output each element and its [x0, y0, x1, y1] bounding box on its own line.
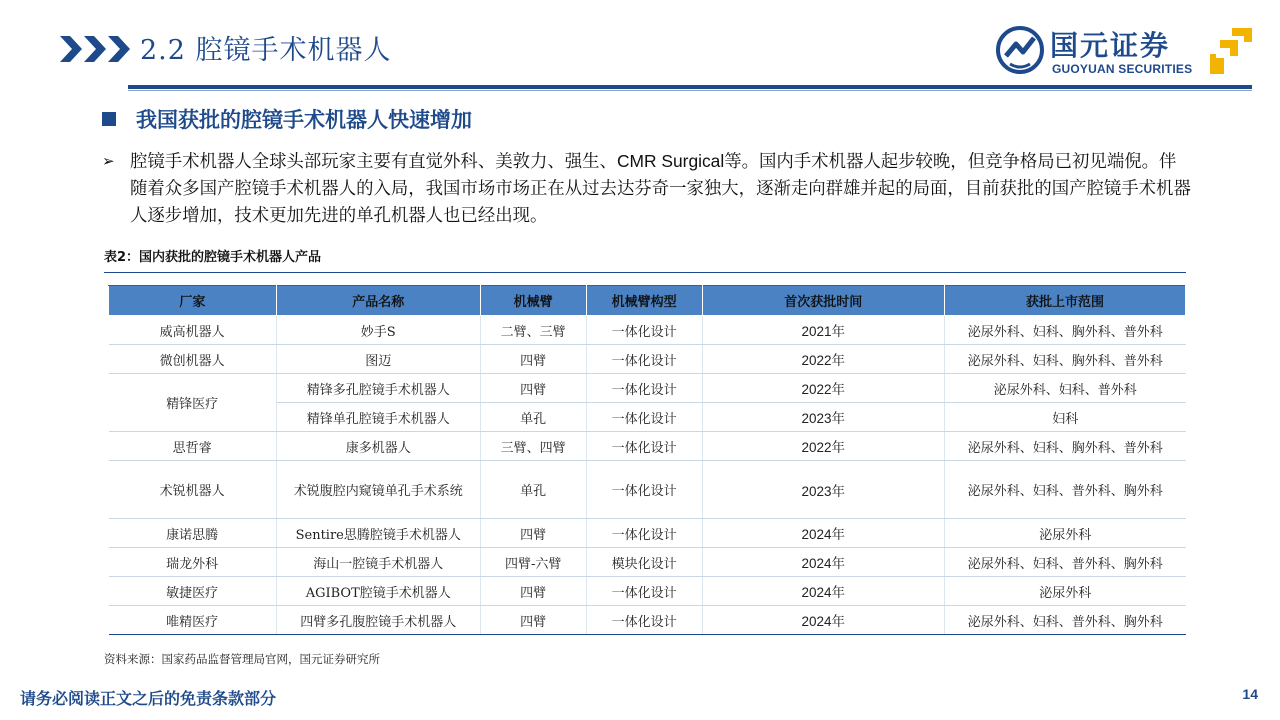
cell-vendor: 威高机器人	[109, 316, 277, 345]
table-row	[109, 548, 1186, 577]
cell-arm: 二臂、三臂	[480, 316, 586, 345]
cell-date: 2022年	[702, 432, 945, 461]
cell-date: 2024年	[702, 606, 945, 635]
cell-date: 2022年	[702, 374, 945, 403]
logo-chinese-name: 国元证券	[1050, 29, 1171, 62]
arrow-bullet-icon: ➢	[102, 152, 115, 170]
cell-config: 一体化设计	[586, 403, 702, 432]
cell-arm: 单孔	[480, 461, 586, 519]
cell-product: AGIBOT腔镜手术机器人	[276, 577, 480, 606]
cell-date: 2024年	[702, 548, 945, 577]
title-chevrons-icon	[60, 36, 132, 62]
cell-product: 康多机器人	[276, 432, 480, 461]
cell-date: 2022年	[702, 345, 945, 374]
cell-arm: 三臂、四臂	[480, 432, 586, 461]
header-divider	[128, 85, 1252, 89]
disclaimer-footer: 请务必阅读正文之后的免责条款部分	[20, 689, 277, 708]
logo-english-name: GUOYUAN SECURITIES	[1052, 62, 1193, 76]
cell-product: 妙手S	[276, 316, 480, 345]
section-subtitle	[102, 104, 472, 134]
paragraph-text	[102, 148, 1192, 230]
cell-date: 2023年	[702, 461, 945, 519]
cell-scope: 泌尿外科、妇科、胸外科、普外科	[945, 316, 1186, 345]
table-row	[109, 606, 1186, 635]
cell-scope: 泌尿外科、妇科、普外科、胸外科	[945, 548, 1186, 577]
cell-config: 一体化设计	[586, 345, 702, 374]
cell-date: 2024年	[702, 519, 945, 548]
subtitle-text: 我国获批的腔镜手术机器人快速增加	[136, 107, 472, 132]
header-first-approval: 首次获批时间	[702, 286, 945, 316]
paragraph-latin-term: CMR Surgical	[616, 151, 725, 171]
table-row	[109, 461, 1186, 519]
caption-divider	[104, 272, 1186, 273]
table-row	[109, 374, 1186, 403]
cell-config: 一体化设计	[586, 432, 702, 461]
table-row	[109, 432, 1186, 461]
products-table	[108, 285, 1186, 635]
cell-config: 模块化设计	[586, 548, 702, 577]
cell-scope: 泌尿外科、妇科、普外科、胸外科	[945, 606, 1186, 635]
paragraph-part-1: 腔镜手术机器人全球头部玩家主要有直觉外科、美敦力、强生、	[130, 152, 617, 172]
cell-config: 一体化设计	[586, 577, 702, 606]
section-title: 2.2 腔镜手术机器人	[140, 35, 392, 66]
cell-scope: 妇科	[945, 403, 1186, 432]
cell-date: 2021年	[702, 316, 945, 345]
cell-product: 精锋单孔腔镜手术机器人	[276, 403, 480, 432]
table-row	[109, 345, 1186, 374]
cell-arm: 四臂	[480, 606, 586, 635]
header-divider-thin	[128, 90, 1252, 91]
cell-scope: 泌尿外科、妇科、普外科	[945, 374, 1186, 403]
cell-product: 精锋多孔腔镜手术机器人	[276, 374, 480, 403]
cell-arm: 四臂	[480, 519, 586, 548]
cell-config: 一体化设计	[586, 461, 702, 519]
header-approval-scope: 获批上市范围	[945, 286, 1186, 316]
cell-vendor: 康诺思腾	[109, 519, 277, 548]
cell-config: 一体化设计	[586, 316, 702, 345]
cell-vendor: 精锋医疗	[109, 374, 277, 432]
cell-arm: 四臂	[480, 577, 586, 606]
cell-date: 2024年	[702, 577, 945, 606]
cell-vendor: 思哲睿	[109, 432, 277, 461]
cell-product: 海山一腔镜手术机器人	[276, 548, 480, 577]
cell-vendor: 微创机器人	[109, 345, 277, 374]
logo-gold-mark-icon	[1210, 28, 1252, 74]
cell-arm: 四臂	[480, 374, 586, 403]
logo-emblem-icon	[996, 26, 1044, 74]
cell-product: 图迈	[276, 345, 480, 374]
cell-product: Sentire思腾腔镜手术机器人	[276, 519, 480, 548]
cell-product: 四臂多孔腹腔镜手术机器人	[276, 606, 480, 635]
cell-arm: 四臂-六臂	[480, 548, 586, 577]
header-product: 产品名称	[276, 286, 480, 316]
cell-scope: 泌尿外科、妇科、胸外科、普外科	[945, 345, 1186, 374]
page-number: 14	[1242, 686, 1258, 702]
body-paragraph	[102, 148, 1192, 230]
cell-vendor: 瑞龙外科	[109, 548, 277, 577]
header-arm-config: 机械臂构型	[586, 286, 702, 316]
square-bullet-icon	[102, 112, 116, 126]
company-logo	[996, 22, 1256, 82]
cell-config: 一体化设计	[586, 606, 702, 635]
cell-vendor: 敏捷医疗	[109, 577, 277, 606]
cell-arm: 四臂	[480, 345, 586, 374]
cell-vendor: 术锐机器人	[109, 461, 277, 519]
table-row	[109, 577, 1186, 606]
cell-config: 一体化设计	[586, 519, 702, 548]
cell-scope: 泌尿外科、妇科、普外科、胸外科	[945, 461, 1186, 519]
paragraph-part-2: 等。国内手术机器人起步较晚，但竞争格局已初见端倪。伴随着众多国产腔镜手术机器人的入局，我国市场市场正在从过去达芬奇一家独大，逐渐走向群雄并起的局面，目前获批的国产腔镜手术机器人逐步增加，技术更加先进的单孔机器人也已经出现。	[130, 152, 1191, 226]
cell-config: 一体化设计	[586, 374, 702, 403]
header-vendor: 厂家	[109, 286, 277, 316]
header-arm: 机械臂	[480, 286, 586, 316]
table-row	[109, 316, 1186, 345]
cell-product: 术锐腹腔内窥镜单孔手术系统	[276, 461, 480, 519]
cell-scope: 泌尿外科	[945, 577, 1186, 606]
cell-arm: 单孔	[480, 403, 586, 432]
cell-date: 2023年	[702, 403, 945, 432]
table-header-row	[109, 286, 1186, 316]
cell-scope: 泌尿外科、妇科、胸外科、普外科	[945, 432, 1186, 461]
table-caption: 表2：国内获批的腔镜手术机器人产品	[104, 250, 322, 265]
table-source: 资料来源：国家药品监督管理局官网，国元证券研究所	[104, 652, 380, 666]
cell-scope: 泌尿外科	[945, 519, 1186, 548]
table-row	[109, 519, 1186, 548]
cell-vendor: 唯精医疗	[109, 606, 277, 635]
